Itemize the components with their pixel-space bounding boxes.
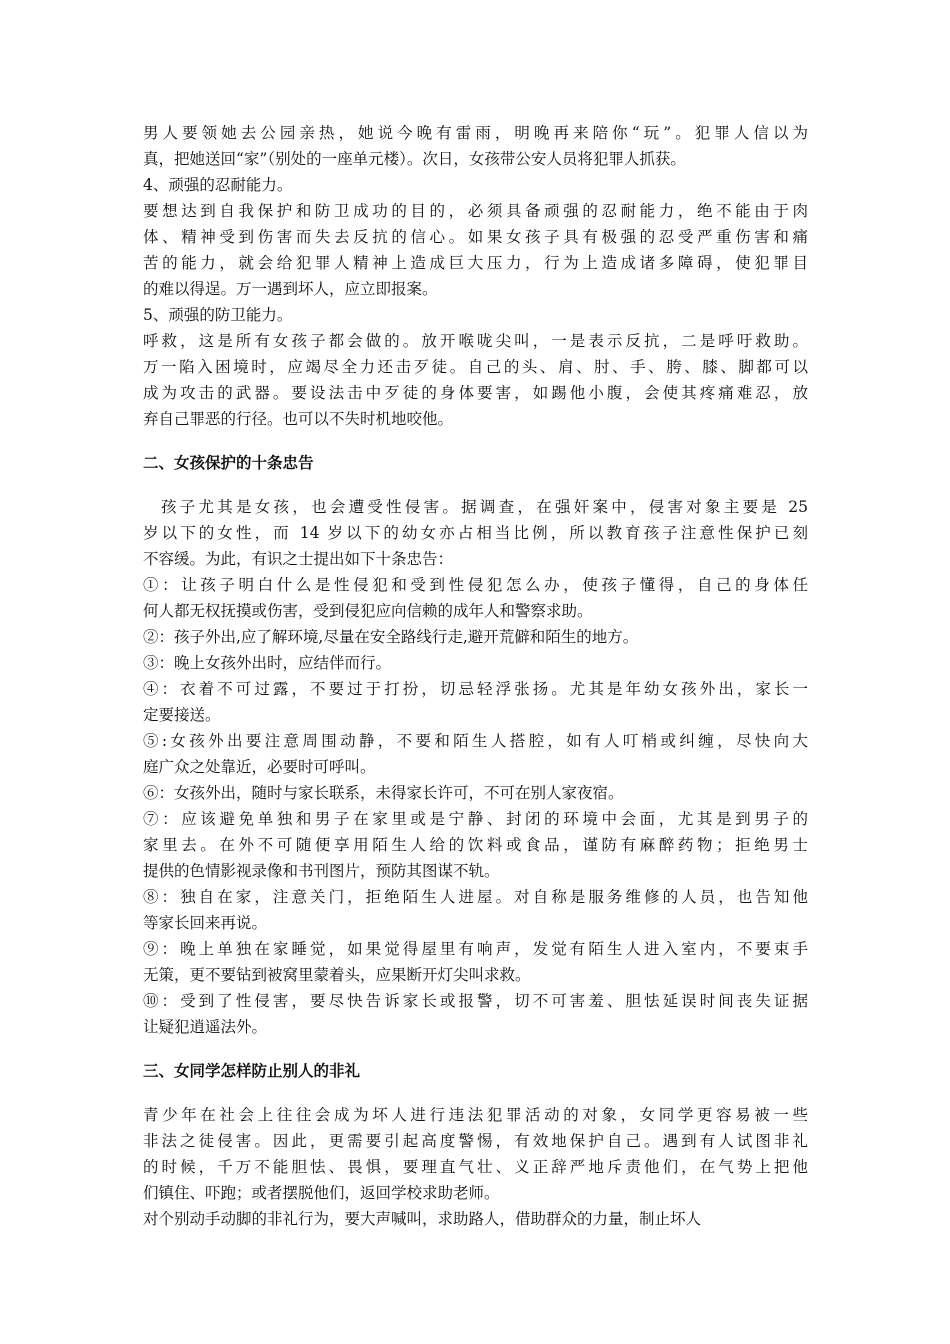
text-line: 无策，更不要钻到被窝里蒙着头，应果断开灯尖叫求救。	[143, 966, 531, 984]
text-line: 青少年在社会上往往会成为坏人进行违法犯罪活动的对象，女同学更容易被一些	[143, 1106, 808, 1124]
text-line: 要想达到自我保护和防卫成功的目的，必须具备顽强的忍耐能力，绝不能由于肉	[143, 202, 808, 220]
paragraph-gap	[143, 1084, 808, 1102]
text-line: ②：孩子外出,应了解环境,尽量在安全路线行走,避开荒僻和陌生的地方。	[143, 628, 639, 646]
text-line: ⑦：应该避免单独和男子在家里或是宁静、封闭的环境中会面，尤其是到男子的	[143, 810, 808, 828]
text-line: 定要接送。	[143, 706, 221, 724]
text-line: 苦的能力，就会给犯罪人精神上造成巨大压力，行为上造成诸多障碍，使犯罪目	[143, 254, 808, 272]
text-line: 4、顽强的忍耐能力。	[143, 176, 293, 194]
text-line: 弃自己罪恶的行径。也可以不失时机地咬他。	[143, 410, 454, 428]
text-line: ⑩：受到了性侵害，要尽快告诉家长或报警，切不可害羞、胆怯延误时间丧失证据	[143, 992, 808, 1010]
text-line: 5、顽强的防卫能力。	[143, 306, 293, 324]
text-line: ①：让孩子明白什么是性侵犯和受到性侵犯怎么办，使孩子懂得，自己的身体任	[143, 576, 808, 594]
text-line: 等家长回来再说。	[143, 914, 268, 932]
text-line: ⑤:女孩外出要注意周围动静，不要和陌生人搭腔，如有人叮梢或纠缠，尽快向大	[143, 732, 808, 750]
text-line: 庭广众之处靠近，必要时可呼叫。	[143, 758, 376, 776]
text-line: 男人要领她去公园亲热，她说今晚有雷雨，明晚再来陪你“玩”。犯罪人信以为	[143, 124, 808, 142]
text-line: ③：晚上女孩外出时，应结伴而行。	[143, 654, 392, 672]
text-line: 真，把她送回“家”（别处的一座单元楼）。次日，女孩带公安人员将犯罪人抓获。	[143, 150, 686, 168]
text-line: ⑨：晚上单独在家睡觉，如果觉得屋里有响声，发觉有陌生人进入室内，不要束手	[143, 940, 808, 958]
text-line: 的难以得逞。万一遇到坏人，应立即报案。	[143, 280, 438, 298]
text-line: 何人都无权抚摸或伤害，受到侵犯应向信赖的成年人和警察求助。	[143, 602, 593, 620]
text-line: 岁以下的女性，而 14 岁以下的幼女亦占相当比例，所以教育孩子注意性保护已刻	[143, 524, 808, 542]
document-page	[143, 120, 808, 1232]
paragraph-gap	[143, 476, 808, 494]
text-line: 非法之徒侵害。因此，更需要引起高度警惕，有效地保护自己。遇到有人试图非礼	[143, 1132, 808, 1150]
text-line: 不容缓。为此，有识之士提出如下十条忠告：	[143, 550, 454, 568]
text-line: 孩子尤其是女孩，也会遭受性侵害。据调查，在强奸案中，侵害对象主要是 25	[161, 498, 808, 516]
paragraph-gap	[143, 1040, 808, 1058]
text-line: 呼救，这是所有女孩子都会做的。放开喉咙尖叫，一是表示反抗，二是呼吁救助。	[143, 332, 808, 350]
section-heading-2: 二、女孩保护的十条忠告	[143, 454, 314, 472]
text-line: ⑧：独自在家，注意关门，拒绝陌生人进屋。对自称是服务维修的人员，也告知他	[143, 888, 808, 906]
text-line: 的时候，千万不能胆怯、畏惧，要理直气壮、义正辞严地斥责他们，在气势上把他	[143, 1158, 808, 1176]
text-line: ④：衣着不可过露，不要过于打扮，切忌轻浮张扬。尤其是年幼女孩外出，家长一	[143, 680, 808, 698]
text-line: ⑥：女孩外出，随时与家长联系，未得家长许可，不可在别人家夜宿。	[143, 784, 624, 802]
text-line: 成为攻击的武器。要设法击中歹徒的身体要害，如踢他小腹，会使其疼痛难忍，放	[143, 384, 808, 402]
text-line: 体、精神受到伤害而失去反抗的信心。如果女孩子具有极强的忍受严重伤害和痛	[143, 228, 808, 246]
section-heading-3: 三、女同学怎样防止别人的非礼	[143, 1062, 361, 1080]
text-line: 万一陷入困境时，应竭尽全力还击歹徒。自己的头、肩、肘、手、胯、膝、脚都可以	[143, 358, 808, 376]
text-line: 提供的色情影视录像和书刊图片，预防其图谋不轨。	[143, 862, 500, 880]
paragraph-gap	[143, 432, 808, 450]
text-line: 对个别动手动脚的非礼行为，要大声喊叫，求助路人，借助群众的力量，制止坏人	[143, 1210, 702, 1228]
text-line: 们镇住、吓跑；或者摆脱他们，返回学校求助老师。	[143, 1184, 500, 1202]
text-line: 让疑犯逍遥法外。	[143, 1018, 268, 1036]
text-line: 家里去。在外不可随便享用陌生人给的饮料或食品，谨防有麻醉药物；拒绝男士	[143, 836, 808, 854]
